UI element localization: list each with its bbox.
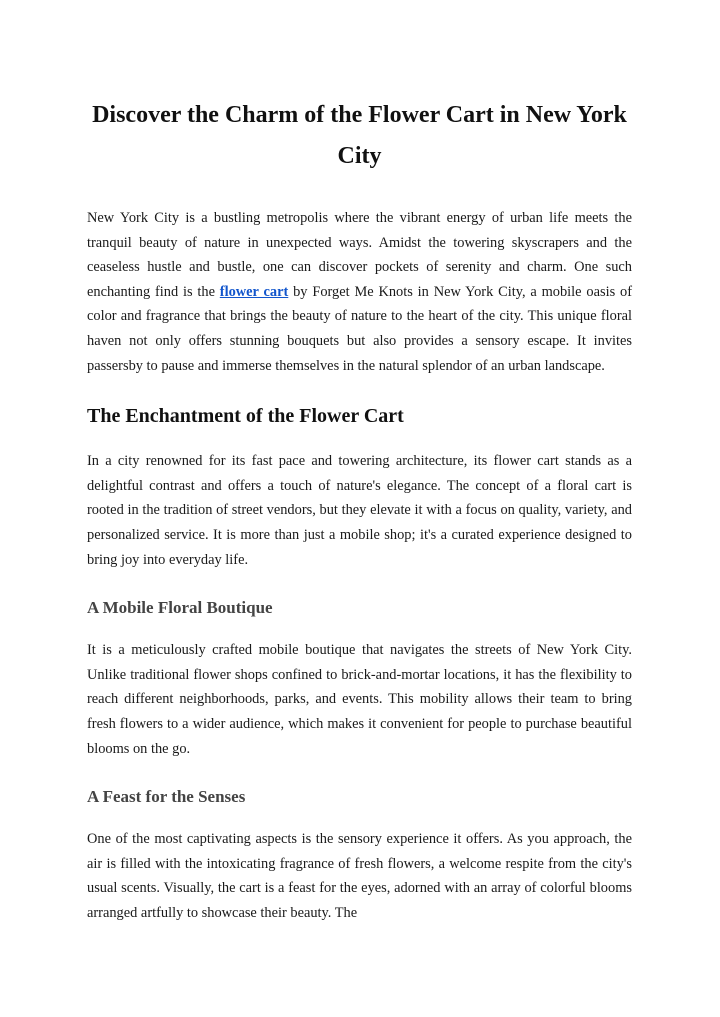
intro-text-before-link: New York City is a bustling metropolis where the vibrant energy of urban life meets the tranquil beauty of nature in unexpected ways. Amidst the towering skyscrapers and the ceaseless hustle and bustle, one can discover pockets of serenity and charm. One such enchanting find is the: [87, 210, 632, 300]
subsection-paragraph-mobile-boutique: It is a meticulously crafted mobile boutique that navigates the streets of New York City. Unlike traditional flower shops confined to brick-and-mortar locations, it has the flexibility to reach different neighborhoods, parks, and events. This mobility allows their team to bring fresh flowers to a wider audience, which makes it convenient for people to purchase beautiful blooms on the go.: [87, 642, 632, 757]
intro-paragraph: [87, 206, 632, 378]
section-paragraph-enchantment: In a city renowned for its fast pace and towering architecture, its flower cart stands as a delightful contrast and offers a touch of nature's elegance. The concept of a floral cart is rooted in the tradition of street vendors, but they elevate it with a focus on quality, variety, and personalized service. It is more than just a mobile shop; it's a curated experience designed to bring joy into everyday life.: [87, 453, 632, 568]
subsection-paragraph-feast-senses: One of the most captivating aspects is the sensory experience it offers. As you approach, the air is filled with the intoxicating fragrance of fresh flowers, a welcome respite from the city's usual scents. Visually, the cart is a feast for the eyes, adorned with an array of colorful blooms arranged artfully to showcase their beauty. The: [87, 831, 632, 921]
intro-text-after-link: by Forget Me Knots in New York City, a mobile oasis of color and fragrance that brings the beauty of nature to the heart of the city. This unique floral haven not only offers stunning bouquets but also provides a sensory escape. It invites passersby to pause and immerse themselves in the natural splendor of an urban landscape.: [87, 283, 632, 374]
subsection-heading-feast-senses: A Feast for the Senses: [87, 787, 246, 807]
document-page: [87, 95, 632, 925]
page-title: Discover the Charm of the Flower Cart in New York City: [92, 102, 627, 169]
section-heading-enchantment: The Enchantment of the Flower Cart: [87, 405, 404, 428]
subsection-heading-mobile-boutique: A Mobile Floral Boutique: [87, 598, 273, 618]
flower-cart-link[interactable]: flower cart: [219, 283, 289, 300]
